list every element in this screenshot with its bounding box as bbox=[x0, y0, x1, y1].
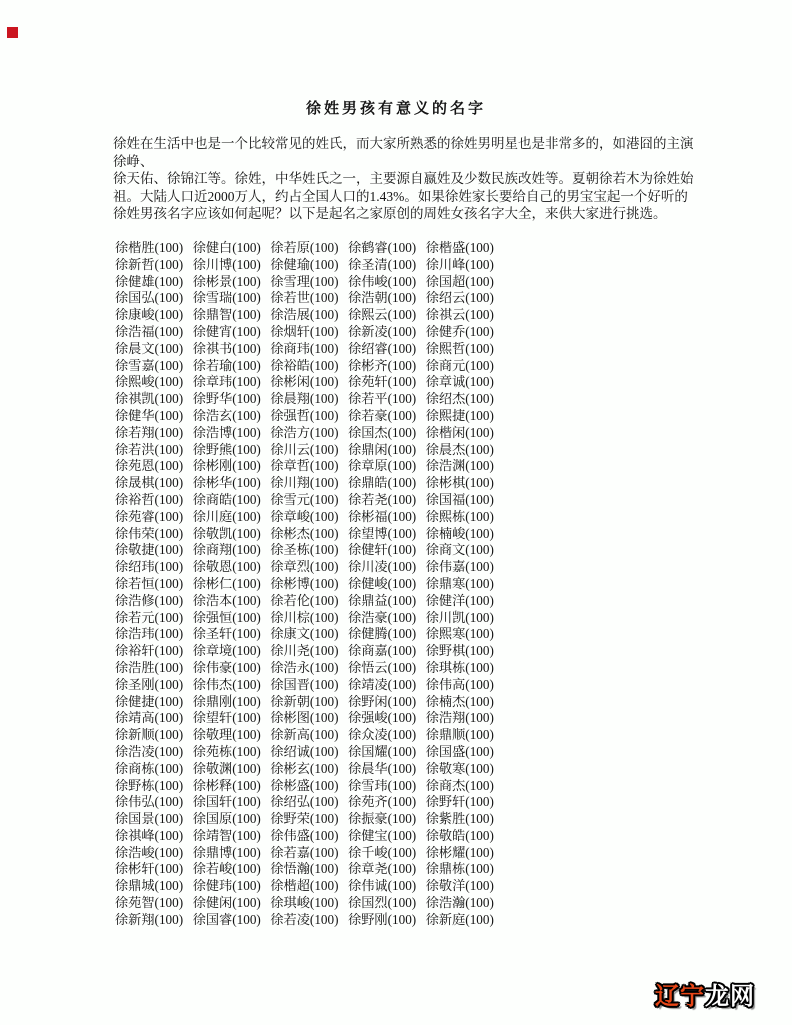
name-item: 徐彬杰(100) bbox=[270, 525, 339, 541]
name-item: 徐国原(100) bbox=[192, 811, 261, 827]
name-item: 徐鹤睿(100) bbox=[348, 240, 417, 255]
name-row bbox=[115, 542, 494, 559]
name-item: 徐敬凯(100) bbox=[192, 525, 261, 541]
name-item: 徐章玮(100) bbox=[192, 374, 261, 390]
name-item: 徐浩永(100) bbox=[270, 659, 339, 675]
name-item: 徐浩展(100) bbox=[270, 307, 339, 323]
name-item: 徐商嘉(100) bbox=[348, 643, 417, 659]
name-item: 徐彬景(100) bbox=[192, 273, 261, 289]
name-item: 徐伟峻(100) bbox=[348, 273, 417, 289]
name-item: 徐川庭(100) bbox=[192, 508, 261, 524]
name-item: 徐若翔(100) bbox=[115, 424, 184, 440]
name-item: 徐晨文(100) bbox=[115, 340, 184, 356]
name-item: 徐川博(100) bbox=[192, 256, 261, 272]
name-row bbox=[115, 878, 494, 895]
name-item: 徐苑栋(100) bbox=[192, 743, 261, 759]
name-item: 徐国盛(100) bbox=[425, 743, 494, 759]
name-row bbox=[115, 391, 494, 408]
name-item: 徐野闲(100) bbox=[348, 693, 417, 709]
name-item: 徐国弘(100) bbox=[115, 290, 184, 306]
name-row bbox=[115, 576, 494, 593]
name-item: 徐琪栋(100) bbox=[425, 659, 494, 675]
name-item: 徐裕皓(100) bbox=[270, 357, 339, 373]
name-item: 徐健瑜(100) bbox=[270, 256, 339, 272]
name-row bbox=[115, 778, 494, 795]
name-item: 徐圣栋(100) bbox=[270, 542, 339, 558]
name-item: 徐商栋(100) bbox=[115, 760, 184, 776]
name-row bbox=[115, 677, 494, 694]
name-item: 徐国超(100) bbox=[425, 273, 494, 289]
name-item: 徐楠峻(100) bbox=[425, 525, 494, 541]
intro-line: 徐姓在生活中也是一个比较常见的姓氏，而大家所熟悉的徐姓男明星也是非常多的，如港囧的主演 bbox=[113, 136, 694, 151]
name-row bbox=[115, 492, 494, 509]
name-item: 徐浩翔(100) bbox=[425, 710, 494, 726]
name-item: 徐彬博(100) bbox=[270, 575, 339, 591]
name-item: 徐鼎顺(100) bbox=[425, 727, 494, 743]
name-item: 徐苑轩(100) bbox=[348, 374, 417, 390]
name-item: 徐商皓(100) bbox=[192, 491, 261, 507]
name-row bbox=[115, 509, 494, 526]
name-item: 徐若恒(100) bbox=[115, 575, 184, 591]
name-row bbox=[115, 912, 494, 929]
name-row bbox=[115, 442, 494, 459]
name-item: 徐若瑜(100) bbox=[192, 357, 261, 373]
name-row bbox=[115, 526, 494, 543]
intro-line: 徐天佑、徐锦江等。徐姓，中华姓氏之一，主要源自嬴姓及少数民族改姓等。夏朝徐若木为徐姓始 bbox=[113, 171, 694, 186]
name-item: 徐熙云(100) bbox=[348, 307, 417, 323]
name-item: 徐望轩(100) bbox=[192, 710, 261, 726]
name-item: 徐伟荣(100) bbox=[115, 525, 184, 541]
name-item: 徐章尧(100) bbox=[348, 861, 417, 877]
name-item: 徐川凌(100) bbox=[348, 559, 417, 575]
name-item: 徐靖凌(100) bbox=[348, 676, 417, 692]
name-item: 徐章烈(100) bbox=[270, 559, 339, 575]
name-item: 徐若嘉(100) bbox=[270, 844, 339, 860]
name-item: 徐伟诚(100) bbox=[348, 878, 417, 894]
name-item: 徐章境(100) bbox=[192, 643, 261, 659]
name-item: 徐若平(100) bbox=[348, 391, 417, 407]
name-item: 徐熙哲(100) bbox=[425, 340, 494, 356]
name-item: 徐野刚(100) bbox=[348, 911, 417, 927]
name-item: 徐浩修(100) bbox=[115, 592, 184, 608]
name-item: 徐健宝(100) bbox=[348, 827, 417, 843]
name-item: 徐圣轩(100) bbox=[192, 626, 261, 642]
name-item: 徐祺书(100) bbox=[192, 340, 261, 356]
name-item: 徐川棕(100) bbox=[270, 609, 339, 625]
name-row bbox=[115, 610, 494, 627]
name-item: 徐绍弘(100) bbox=[270, 794, 339, 810]
site-watermark-logo bbox=[655, 976, 755, 1011]
name-item: 徐健雄(100) bbox=[115, 273, 184, 289]
name-item: 徐敬恩(100) bbox=[192, 559, 261, 575]
name-row bbox=[115, 861, 494, 878]
name-item: 徐川翔(100) bbox=[270, 475, 339, 491]
name-item: 徐若尧(100) bbox=[348, 491, 417, 507]
name-item: 徐康文(100) bbox=[270, 626, 339, 642]
name-item: 徐浩博(100) bbox=[192, 424, 261, 440]
name-item: 徐彬福(100) bbox=[348, 508, 417, 524]
name-item: 徐若元(100) bbox=[115, 609, 184, 625]
name-row bbox=[115, 828, 494, 845]
name-row bbox=[115, 660, 494, 677]
name-row bbox=[115, 845, 494, 862]
name-item: 徐熙峻(100) bbox=[115, 374, 184, 390]
name-item: 徐彬图(100) bbox=[270, 710, 339, 726]
name-item: 徐绍睿(100) bbox=[348, 340, 417, 356]
name-item: 徐彬释(100) bbox=[192, 777, 261, 793]
name-row bbox=[115, 593, 494, 610]
name-item: 徐彬耀(100) bbox=[425, 844, 494, 860]
name-item: 徐健轩(100) bbox=[348, 542, 417, 558]
name-item: 徐振豪(100) bbox=[348, 811, 417, 827]
name-item: 徐楷超(100) bbox=[270, 878, 339, 894]
name-item: 徐雪嘉(100) bbox=[115, 357, 184, 373]
page-title: 徐姓男孩有意义的名字 bbox=[305, 101, 486, 117]
name-row bbox=[115, 694, 494, 711]
name-item: 徐晨杰(100) bbox=[425, 441, 494, 457]
name-item: 徐鼎闲(100) bbox=[348, 441, 417, 457]
name-item: 徐国景(100) bbox=[115, 811, 184, 827]
watermark-text-liaoning: 辽宁 bbox=[655, 982, 705, 1010]
name-item: 徐鼎皓(100) bbox=[348, 475, 417, 491]
name-item: 徐祺凯(100) bbox=[115, 391, 184, 407]
name-item: 徐敬寒(100) bbox=[425, 760, 494, 776]
name-item: 徐晨翔(100) bbox=[270, 391, 339, 407]
name-item: 徐彬闲(100) bbox=[270, 374, 339, 390]
name-item: 徐强哲(100) bbox=[270, 407, 339, 423]
name-item: 徐野熊(100) bbox=[192, 441, 261, 457]
name-item: 徐若世(100) bbox=[270, 290, 339, 306]
name-item: 徐苑睿(100) bbox=[115, 508, 184, 524]
name-row bbox=[115, 710, 494, 727]
name-item: 徐鼎益(100) bbox=[348, 592, 417, 608]
name-item: 徐商杰(100) bbox=[425, 777, 494, 793]
broken-image-marker bbox=[7, 27, 18, 38]
name-row bbox=[115, 794, 494, 811]
name-item: 徐新哲(100) bbox=[115, 256, 184, 272]
name-item: 徐健洋(100) bbox=[425, 592, 494, 608]
name-item: 徐浩凌(100) bbox=[115, 743, 184, 759]
name-row bbox=[115, 290, 494, 307]
name-item: 徐健华(100) bbox=[115, 407, 184, 423]
name-item: 徐浩福(100) bbox=[115, 323, 184, 339]
intro-line: 徐姓男孩名字应该如何起呢？以下是起名之家原创的周姓女孩名字大全，来供大家进行挑选。 bbox=[113, 206, 667, 221]
name-item: 徐新翔(100) bbox=[115, 911, 184, 927]
name-item: 徐国烈(100) bbox=[348, 895, 417, 911]
name-row bbox=[115, 811, 494, 828]
name-item: 徐伟高(100) bbox=[425, 676, 494, 692]
intro-line: 祖。大陆人口近2000万人，约占全国人口的1.43%。如果徐姓家长要给自己的男宝宝起一个好听的 bbox=[113, 188, 688, 204]
name-item: 徐苑齐(100) bbox=[348, 794, 417, 810]
name-row bbox=[115, 727, 494, 744]
name-item: 徐雪瑞(100) bbox=[192, 290, 261, 306]
name-item: 徐千峻(100) bbox=[348, 844, 417, 860]
name-item: 徐浩胜(100) bbox=[115, 659, 184, 675]
name-item: 徐国耀(100) bbox=[348, 743, 417, 759]
name-item: 徐彬轩(100) bbox=[115, 861, 184, 877]
name-item: 徐苑恩(100) bbox=[115, 458, 184, 474]
name-item: 徐若原(100) bbox=[270, 240, 339, 255]
name-item: 徐健捷(100) bbox=[115, 693, 184, 709]
name-item: 徐浩豪(100) bbox=[348, 609, 417, 625]
name-row bbox=[115, 475, 494, 492]
name-item: 徐强峻(100) bbox=[348, 710, 417, 726]
name-row bbox=[115, 458, 494, 475]
name-item: 徐浩玄(100) bbox=[192, 407, 261, 423]
name-item: 徐健闲(100) bbox=[192, 895, 261, 911]
name-item: 徐国福(100) bbox=[425, 491, 494, 507]
name-item: 徐强恒(100) bbox=[192, 609, 261, 625]
name-row bbox=[115, 425, 494, 442]
name-item: 徐商元(100) bbox=[425, 357, 494, 373]
name-item: 徐楷胜(100) bbox=[115, 240, 184, 255]
name-item: 徐新高(100) bbox=[270, 727, 339, 743]
name-item: 徐川云(100) bbox=[270, 441, 339, 457]
name-row bbox=[115, 643, 494, 660]
name-item: 徐熙栋(100) bbox=[425, 508, 494, 524]
name-item: 徐祺峰(100) bbox=[115, 827, 184, 843]
name-item: 徐浩峻(100) bbox=[115, 844, 184, 860]
name-item: 徐川凯(100) bbox=[425, 609, 494, 625]
name-item: 徐浩瀚(100) bbox=[425, 895, 494, 911]
name-item: 徐绍杰(100) bbox=[425, 391, 494, 407]
name-item: 徐裕哲(100) bbox=[115, 491, 184, 507]
name-item: 徐敬捷(100) bbox=[115, 542, 184, 558]
name-item: 徐章诚(100) bbox=[425, 374, 494, 390]
name-item: 徐川尧(100) bbox=[270, 643, 339, 659]
name-item: 徐健白(100) bbox=[192, 240, 261, 255]
name-item: 徐若豪(100) bbox=[348, 407, 417, 423]
name-item: 徐敬理(100) bbox=[192, 727, 261, 743]
name-item: 徐健乔(100) bbox=[425, 323, 494, 339]
name-item: 徐商文(100) bbox=[425, 542, 494, 558]
name-item: 徐若峻(100) bbox=[192, 861, 261, 877]
watermark-text-longwang: 龙网 bbox=[705, 982, 755, 1010]
name-item: 徐野荣(100) bbox=[270, 811, 339, 827]
name-item: 徐康峻(100) bbox=[115, 307, 184, 323]
name-item: 徐鼎刚(100) bbox=[192, 693, 261, 709]
name-item: 徐鼎智(100) bbox=[192, 307, 261, 323]
name-item: 徐川峰(100) bbox=[425, 256, 494, 272]
name-item: 徐楷盛(100) bbox=[425, 240, 494, 255]
name-row bbox=[115, 744, 494, 761]
name-item: 徐裕轩(100) bbox=[115, 643, 184, 659]
name-item: 徐敬皓(100) bbox=[425, 827, 494, 843]
name-item: 徐伟豪(100) bbox=[192, 659, 261, 675]
name-item: 徐悟云(100) bbox=[348, 659, 417, 675]
name-item: 徐国轩(100) bbox=[192, 794, 261, 810]
intro-paragraph bbox=[113, 135, 694, 223]
name-item: 徐熙捷(100) bbox=[425, 407, 494, 423]
name-item: 徐祺云(100) bbox=[425, 307, 494, 323]
name-row bbox=[115, 761, 494, 778]
name-item: 徐新庭(100) bbox=[425, 911, 494, 927]
name-row bbox=[115, 324, 494, 341]
name-item: 徐彬华(100) bbox=[192, 475, 261, 491]
name-item: 徐圣刚(100) bbox=[115, 676, 184, 692]
name-item: 徐商玮(100) bbox=[270, 340, 339, 356]
name-row bbox=[115, 274, 494, 291]
name-item: 徐国杰(100) bbox=[348, 424, 417, 440]
name-item: 徐楷闲(100) bbox=[425, 424, 494, 440]
name-item: 徐国晋(100) bbox=[270, 676, 339, 692]
name-list bbox=[115, 240, 494, 929]
name-item: 徐商翔(100) bbox=[192, 542, 261, 558]
name-item: 徐苑智(100) bbox=[115, 895, 184, 911]
name-item: 徐浩朝(100) bbox=[348, 290, 417, 306]
name-item: 徐雪玮(100) bbox=[348, 777, 417, 793]
name-item: 徐健玮(100) bbox=[192, 878, 261, 894]
name-item: 徐伟嘉(100) bbox=[425, 559, 494, 575]
name-item: 徐彬玄(100) bbox=[270, 760, 339, 776]
intro-line: 徐峥、 bbox=[113, 153, 154, 169]
name-item: 徐健腾(100) bbox=[348, 626, 417, 642]
name-item: 徐浩玮(100) bbox=[115, 626, 184, 642]
name-item: 徐楠杰(100) bbox=[425, 693, 494, 709]
name-item: 徐雪理(100) bbox=[270, 273, 339, 289]
name-item: 徐鼎城(100) bbox=[115, 878, 184, 894]
name-item: 徐晟棋(100) bbox=[115, 475, 184, 491]
name-row bbox=[115, 408, 494, 425]
name-item: 徐敬洋(100) bbox=[425, 878, 494, 894]
name-item: 徐章哲(100) bbox=[270, 458, 339, 474]
name-item: 徐国睿(100) bbox=[192, 911, 261, 927]
name-item: 徐章峻(100) bbox=[270, 508, 339, 524]
name-item: 徐新朝(100) bbox=[270, 693, 339, 709]
name-item: 徐健峻(100) bbox=[348, 575, 417, 591]
name-item: 徐野棋(100) bbox=[425, 643, 494, 659]
name-row bbox=[115, 240, 494, 257]
name-item: 徐熙寒(100) bbox=[425, 626, 494, 642]
name-item: 徐雪元(100) bbox=[270, 491, 339, 507]
name-item: 徐若伦(100) bbox=[270, 592, 339, 608]
name-item: 徐彬刚(100) bbox=[192, 458, 261, 474]
name-row bbox=[115, 341, 494, 358]
name-item: 徐新顺(100) bbox=[115, 727, 184, 743]
name-item: 徐彬棋(100) bbox=[425, 475, 494, 491]
name-item: 徐伟盛(100) bbox=[270, 827, 339, 843]
name-item: 徐章原(100) bbox=[348, 458, 417, 474]
name-item: 徐绍云(100) bbox=[425, 290, 494, 306]
name-item: 徐新凌(100) bbox=[348, 323, 417, 339]
name-item: 徐若凌(100) bbox=[270, 911, 339, 927]
name-item: 徐健宵(100) bbox=[192, 323, 261, 339]
name-item: 徐绍诚(100) bbox=[270, 743, 339, 759]
name-row bbox=[115, 257, 494, 274]
name-item: 徐彬仁(100) bbox=[192, 575, 261, 591]
name-item: 徐圣清(100) bbox=[348, 256, 417, 272]
name-item: 徐鼎博(100) bbox=[192, 844, 261, 860]
name-row bbox=[115, 307, 494, 324]
name-item: 徐伟弘(100) bbox=[115, 794, 184, 810]
name-item: 徐彬盛(100) bbox=[270, 777, 339, 793]
name-row bbox=[115, 626, 494, 643]
name-item: 徐晨华(100) bbox=[348, 760, 417, 776]
name-item: 徐绍玮(100) bbox=[115, 559, 184, 575]
name-item: 徐悟瀚(100) bbox=[270, 861, 339, 877]
name-row bbox=[115, 358, 494, 375]
name-item: 徐若洪(100) bbox=[115, 441, 184, 457]
name-item: 徐靖高(100) bbox=[115, 710, 184, 726]
name-item: 徐鼎寒(100) bbox=[425, 575, 494, 591]
name-item: 徐野栋(100) bbox=[115, 777, 184, 793]
name-item: 徐烟轩(100) bbox=[270, 323, 339, 339]
name-item: 徐浩方(100) bbox=[270, 424, 339, 440]
name-item: 徐野轩(100) bbox=[425, 794, 494, 810]
name-item: 徐敬渊(100) bbox=[192, 760, 261, 776]
name-item: 徐众凌(100) bbox=[348, 727, 417, 743]
name-row bbox=[115, 895, 494, 912]
name-item: 徐紫胜(100) bbox=[425, 811, 494, 827]
name-item: 徐琪峻(100) bbox=[270, 895, 339, 911]
name-row bbox=[115, 374, 494, 391]
name-item: 徐鼎栋(100) bbox=[425, 861, 494, 877]
name-item: 徐浩渊(100) bbox=[425, 458, 494, 474]
name-item: 徐伟杰(100) bbox=[192, 676, 261, 692]
name-item: 徐浩本(100) bbox=[192, 592, 261, 608]
name-row bbox=[115, 559, 494, 576]
name-item: 徐靖智(100) bbox=[192, 827, 261, 843]
name-item: 徐野华(100) bbox=[192, 391, 261, 407]
name-item: 徐望博(100) bbox=[348, 525, 417, 541]
name-item: 徐彬齐(100) bbox=[348, 357, 417, 373]
